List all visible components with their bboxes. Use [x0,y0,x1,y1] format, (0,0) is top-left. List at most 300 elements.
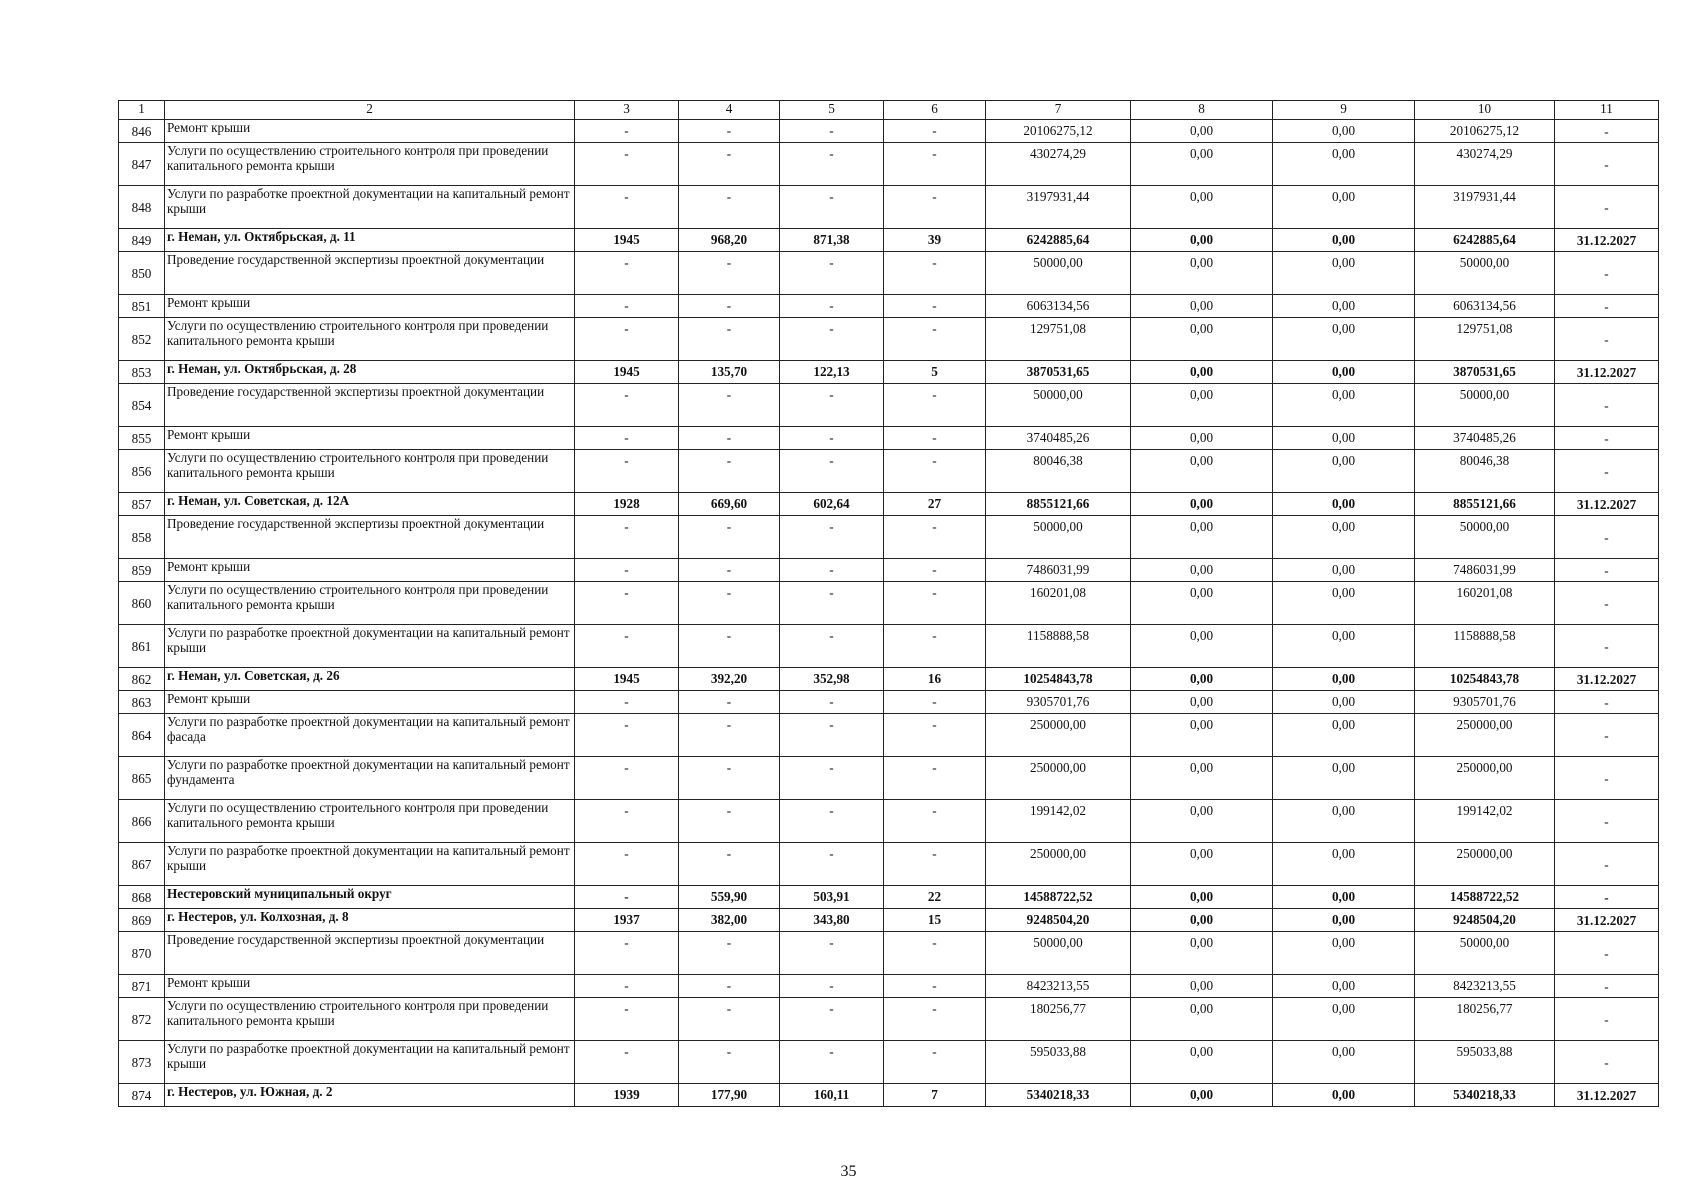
regional-funds-cell: 0,00 [1273,757,1415,800]
total-cost-cell: 250000,00 [986,757,1131,800]
description-cell: Услуги по разработке проектной документации на капитальный ремонт фасада [165,714,575,757]
description-cell: г. Неман, ул. Советская, д. 12А [165,493,575,516]
build-year-cell: 1945 [575,668,679,691]
federal-funds-cell: 0,00 [1131,450,1273,493]
column-number-6: 6 [884,101,986,120]
build-year-cell: - [575,450,679,493]
residents-cell: 7 [884,1084,986,1107]
owner-funds-cell: 180256,77 [1415,998,1555,1041]
total-cost-cell: 50000,00 [986,252,1131,295]
regional-funds-cell: 0,00 [1273,229,1415,252]
total-area-cell: 177,90 [679,1084,780,1107]
row-number-cell: 854 [119,384,165,427]
residents-cell: - [884,932,986,975]
residents-cell: 39 [884,229,986,252]
address-row [119,493,1659,516]
living-area-cell: - [780,427,884,450]
completion-date-cell: - [1555,120,1659,143]
total-area-cell: - [679,843,780,886]
regional-funds-cell: 0,00 [1273,186,1415,229]
living-area-cell: - [780,318,884,361]
regional-funds-cell: 0,00 [1273,559,1415,582]
row-number-cell: 863 [119,691,165,714]
total-cost-cell: 180256,77 [986,998,1131,1041]
owner-funds-cell: 9248504,20 [1415,909,1555,932]
residents-cell: - [884,625,986,668]
federal-funds-cell: 0,00 [1131,668,1273,691]
total-area-cell: 135,70 [679,361,780,384]
column-number-header-row [119,101,1659,120]
description-cell: Услуги по осуществлению строительного контроля при проведении капитального ремонта крыши [165,143,575,186]
owner-funds-cell: 50000,00 [1415,932,1555,975]
row-number-cell: 858 [119,516,165,559]
row-number-cell: 868 [119,886,165,909]
regional-funds-cell: 0,00 [1273,516,1415,559]
description-cell: Услуги по разработке проектной документации на капитальный ремонт крыши [165,843,575,886]
total-cost-cell: 160201,08 [986,582,1131,625]
owner-funds-cell: 14588722,52 [1415,886,1555,909]
living-area-cell: - [780,714,884,757]
completion-date-cell: - [1555,450,1659,493]
living-area-cell: 122,13 [780,361,884,384]
row-number-cell: 874 [119,1084,165,1107]
build-year-cell: 1939 [575,1084,679,1107]
description-cell: Услуги по осуществлению строительного контроля при проведении капитального ремонта крыши [165,582,575,625]
completion-date-cell: 31.12.2027 [1555,229,1659,252]
total-cost-cell: 3870531,65 [986,361,1131,384]
address-row [119,361,1659,384]
regional-funds-cell: 0,00 [1273,493,1415,516]
build-year-cell: - [575,516,679,559]
completion-date-cell: 31.12.2027 [1555,361,1659,384]
federal-funds-cell: 0,00 [1131,295,1273,318]
regional-funds-cell: 0,00 [1273,1084,1415,1107]
build-year-cell: - [575,975,679,998]
completion-date-cell: - [1555,757,1659,800]
owner-funds-cell: 20106275,12 [1415,120,1555,143]
description-cell: Ремонт крыши [165,427,575,450]
total-cost-cell: 250000,00 [986,843,1131,886]
living-area-cell: 602,64 [780,493,884,516]
residents-cell: - [884,975,986,998]
row-number-cell: 856 [119,450,165,493]
total-area-cell: - [679,559,780,582]
description-cell: Проведение государственной экспертизы проектной документации [165,384,575,427]
row-number-cell: 873 [119,1041,165,1084]
regional-funds-cell: 0,00 [1273,975,1415,998]
total-area-cell: - [679,625,780,668]
owner-funds-cell: 199142,02 [1415,800,1555,843]
description-cell: Ремонт крыши [165,295,575,318]
completion-date-cell: 31.12.2027 [1555,1084,1659,1107]
living-area-cell: - [780,450,884,493]
completion-date-cell: - [1555,1041,1659,1084]
total-area-cell: - [679,975,780,998]
address-row [119,1084,1659,1107]
completion-date-cell: - [1555,714,1659,757]
description-cell: Услуги по осуществлению строительного контроля при проведении капитального ремонта крыши [165,318,575,361]
row-number-cell: 869 [119,909,165,932]
federal-funds-cell: 0,00 [1131,975,1273,998]
owner-funds-cell: 595033,88 [1415,1041,1555,1084]
build-year-cell: 1928 [575,493,679,516]
total-cost-cell: 50000,00 [986,516,1131,559]
owner-funds-cell: 10254843,78 [1415,668,1555,691]
regional-funds-cell: 0,00 [1273,625,1415,668]
work-item-row [119,559,1659,582]
total-cost-cell: 3740485,26 [986,427,1131,450]
total-cost-cell: 50000,00 [986,384,1131,427]
page-number: 35 [840,1163,857,1180]
residents-cell: - [884,714,986,757]
total-cost-cell: 14588722,52 [986,886,1131,909]
row-number-cell: 851 [119,295,165,318]
regional-funds-cell: 0,00 [1273,1041,1415,1084]
completion-date-cell: - [1555,975,1659,998]
total-area-cell: - [679,252,780,295]
regional-funds-cell: 0,00 [1273,714,1415,757]
living-area-cell: 343,80 [780,909,884,932]
column-number-1: 1 [119,101,165,120]
description-cell: Услуги по осуществлению строительного контроля при проведении капитального ремонта крыши [165,800,575,843]
completion-date-cell: - [1555,625,1659,668]
total-cost-cell: 595033,88 [986,1041,1131,1084]
row-number-cell: 857 [119,493,165,516]
regional-funds-cell: 0,00 [1273,120,1415,143]
federal-funds-cell: 0,00 [1131,559,1273,582]
row-number-cell: 867 [119,843,165,886]
federal-funds-cell: 0,00 [1131,998,1273,1041]
owner-funds-cell: 250000,00 [1415,757,1555,800]
completion-date-cell: 31.12.2027 [1555,668,1659,691]
federal-funds-cell: 0,00 [1131,714,1273,757]
description-cell: Услуги по осуществлению строительного контроля при проведении капитального ремонта крыши [165,998,575,1041]
column-number-2: 2 [165,101,575,120]
living-area-cell: - [780,932,884,975]
row-number-cell: 855 [119,427,165,450]
description-cell: г. Нестеров, ул. Южная, д. 2 [165,1084,575,1107]
total-cost-cell: 50000,00 [986,932,1131,975]
residents-cell: 27 [884,493,986,516]
residents-cell: - [884,516,986,559]
living-area-cell: - [780,1041,884,1084]
owner-funds-cell: 250000,00 [1415,714,1555,757]
regional-funds-cell: 0,00 [1273,252,1415,295]
work-item-row [119,1041,1659,1084]
owner-funds-cell: 50000,00 [1415,252,1555,295]
regional-funds-cell: 0,00 [1273,143,1415,186]
total-area-cell: - [679,143,780,186]
row-number-cell: 865 [119,757,165,800]
regional-funds-cell: 0,00 [1273,800,1415,843]
row-number-cell: 866 [119,800,165,843]
regional-funds-cell: 0,00 [1273,427,1415,450]
living-area-cell: - [780,120,884,143]
living-area-cell: - [780,384,884,427]
regional-funds-cell: 0,00 [1273,384,1415,427]
completion-date-cell: - [1555,800,1659,843]
column-number-8: 8 [1131,101,1273,120]
total-cost-cell: 7486031,99 [986,559,1131,582]
address-row [119,229,1659,252]
build-year-cell: - [575,932,679,975]
description-cell: Проведение государственной экспертизы проектной документации [165,932,575,975]
completion-date-cell: - [1555,143,1659,186]
column-number-11: 11 [1555,101,1659,120]
build-year-cell: - [575,998,679,1041]
completion-date-cell: - [1555,843,1659,886]
owner-funds-cell: 7486031,99 [1415,559,1555,582]
federal-funds-cell: 0,00 [1131,229,1273,252]
living-area-cell: - [780,757,884,800]
row-number-cell: 861 [119,625,165,668]
residents-cell: - [884,450,986,493]
total-area-cell: - [679,295,780,318]
total-area-cell: - [679,800,780,843]
living-area-cell: - [780,186,884,229]
residents-cell: - [884,384,986,427]
residents-cell: - [884,186,986,229]
description-cell: Услуги по разработке проектной документации на капитальный ремонт крыши [165,625,575,668]
residents-cell: - [884,427,986,450]
description-cell: г. Неман, ул. Октябрьская, д. 28 [165,361,575,384]
federal-funds-cell: 0,00 [1131,909,1273,932]
completion-date-cell: - [1555,516,1659,559]
owner-funds-cell: 6063134,56 [1415,295,1555,318]
row-number-cell: 872 [119,998,165,1041]
total-area-cell: - [679,582,780,625]
work-item-row [119,975,1659,998]
build-year-cell: - [575,625,679,668]
federal-funds-cell: 0,00 [1131,1084,1273,1107]
owner-funds-cell: 80046,38 [1415,450,1555,493]
repair-program-table [118,100,1659,1107]
living-area-cell: - [780,252,884,295]
total-area-cell: - [679,186,780,229]
build-year-cell: - [575,714,679,757]
owner-funds-cell: 50000,00 [1415,516,1555,559]
residents-cell: 15 [884,909,986,932]
total-area-cell: - [679,516,780,559]
residents-cell: - [884,843,986,886]
owner-funds-cell: 3870531,65 [1415,361,1555,384]
build-year-cell: - [575,886,679,909]
completion-date-cell: - [1555,691,1659,714]
owner-funds-cell: 9305701,76 [1415,691,1555,714]
total-area-cell: - [679,757,780,800]
row-number-cell: 849 [119,229,165,252]
column-number-7: 7 [986,101,1131,120]
column-number-10: 10 [1415,101,1555,120]
work-item-row [119,295,1659,318]
regional-funds-cell: 0,00 [1273,668,1415,691]
total-area-cell: - [679,998,780,1041]
description-cell: г. Неман, ул. Октябрьская, д. 11 [165,229,575,252]
living-area-cell: - [780,691,884,714]
work-item-row [119,691,1659,714]
row-number-cell: 870 [119,932,165,975]
owner-funds-cell: 1158888,58 [1415,625,1555,668]
federal-funds-cell: 0,00 [1131,427,1273,450]
completion-date-cell: 31.12.2027 [1555,909,1659,932]
living-area-cell: 352,98 [780,668,884,691]
completion-date-cell: 31.12.2027 [1555,493,1659,516]
completion-date-cell: - [1555,295,1659,318]
federal-funds-cell: 0,00 [1131,384,1273,427]
row-number-cell: 848 [119,186,165,229]
build-year-cell: - [575,691,679,714]
federal-funds-cell: 0,00 [1131,120,1273,143]
completion-date-cell: - [1555,318,1659,361]
total-area-cell: - [679,318,780,361]
row-number-cell: 852 [119,318,165,361]
total-area-cell: - [679,450,780,493]
description-cell: Ремонт крыши [165,691,575,714]
completion-date-cell: - [1555,186,1659,229]
federal-funds-cell: 0,00 [1131,143,1273,186]
total-area-cell: - [679,932,780,975]
total-area-cell: 392,20 [679,668,780,691]
living-area-cell: - [780,843,884,886]
regional-funds-cell: 0,00 [1273,932,1415,975]
table-body [119,101,1659,1107]
total-cost-cell: 6063134,56 [986,295,1131,318]
residents-cell: - [884,252,986,295]
work-item-row [119,757,1659,800]
build-year-cell: - [575,427,679,450]
residents-cell: - [884,143,986,186]
total-area-cell: - [679,1041,780,1084]
living-area-cell: - [780,975,884,998]
address-row [119,909,1659,932]
total-area-cell: 559,90 [679,886,780,909]
work-item-row [119,800,1659,843]
living-area-cell: 160,11 [780,1084,884,1107]
build-year-cell: 1945 [575,229,679,252]
regional-funds-cell: 0,00 [1273,318,1415,361]
column-number-5: 5 [780,101,884,120]
column-number-4: 4 [679,101,780,120]
description-cell: Нестеровский муниципальный округ [165,886,575,909]
owner-funds-cell: 8855121,66 [1415,493,1555,516]
build-year-cell: - [575,1041,679,1084]
build-year-cell: - [575,143,679,186]
description-cell: Услуги по разработке проектной документации на капитальный ремонт фундамента [165,757,575,800]
living-area-cell: - [780,559,884,582]
description-cell: Услуги по осуществлению строительного контроля при проведении капитального ремонта крыши [165,450,575,493]
total-area-cell: - [679,120,780,143]
total-area-cell: - [679,714,780,757]
row-number-cell: 859 [119,559,165,582]
federal-funds-cell: 0,00 [1131,516,1273,559]
build-year-cell: - [575,757,679,800]
residents-cell: - [884,800,986,843]
description-cell: Ремонт крыши [165,559,575,582]
row-number-cell: 862 [119,668,165,691]
total-cost-cell: 1158888,58 [986,625,1131,668]
living-area-cell: - [780,516,884,559]
total-cost-cell: 129751,08 [986,318,1131,361]
regional-funds-cell: 0,00 [1273,295,1415,318]
build-year-cell: - [575,252,679,295]
federal-funds-cell: 0,00 [1131,757,1273,800]
total-cost-cell: 20106275,12 [986,120,1131,143]
total-cost-cell: 10254843,78 [986,668,1131,691]
residents-cell: - [884,559,986,582]
completion-date-cell: - [1555,384,1659,427]
build-year-cell: - [575,186,679,229]
work-item-row [119,516,1659,559]
residents-cell: - [884,120,986,143]
work-item-row [119,427,1659,450]
build-year-cell: 1937 [575,909,679,932]
regional-funds-cell: 0,00 [1273,998,1415,1041]
description-cell: Услуги по разработке проектной документации на капитальный ремонт крыши [165,186,575,229]
total-cost-cell: 8423213,55 [986,975,1131,998]
work-item-row [119,143,1659,186]
owner-funds-cell: 3197931,44 [1415,186,1555,229]
completion-date-cell: - [1555,886,1659,909]
description-cell: г. Нестеров, ул. Колхозная, д. 8 [165,909,575,932]
build-year-cell: - [575,120,679,143]
regional-funds-cell: 0,00 [1273,582,1415,625]
regional-funds-cell: 0,00 [1273,843,1415,886]
regional-funds-cell: 0,00 [1273,886,1415,909]
owner-funds-cell: 430274,29 [1415,143,1555,186]
total-cost-cell: 430274,29 [986,143,1131,186]
work-item-row [119,384,1659,427]
work-item-row [119,714,1659,757]
work-item-row [119,450,1659,493]
completion-date-cell: - [1555,932,1659,975]
work-item-row [119,843,1659,886]
total-area-cell: - [679,384,780,427]
build-year-cell: - [575,559,679,582]
description-cell: Проведение государственной экспертизы проектной документации [165,516,575,559]
description-cell: Ремонт крыши [165,120,575,143]
owner-funds-cell: 160201,08 [1415,582,1555,625]
living-area-cell: - [780,582,884,625]
row-number-cell: 847 [119,143,165,186]
completion-date-cell: - [1555,582,1659,625]
regional-funds-cell: 0,00 [1273,909,1415,932]
row-number-cell: 846 [119,120,165,143]
living-area-cell: - [780,800,884,843]
owner-funds-cell: 129751,08 [1415,318,1555,361]
work-item-row [119,252,1659,295]
build-year-cell: 1945 [575,361,679,384]
total-cost-cell: 6242885,64 [986,229,1131,252]
living-area-cell: 871,38 [780,229,884,252]
address-row [119,668,1659,691]
federal-funds-cell: 0,00 [1131,252,1273,295]
build-year-cell: - [575,843,679,886]
row-number-cell: 871 [119,975,165,998]
address-row [119,886,1659,909]
federal-funds-cell: 0,00 [1131,932,1273,975]
residents-cell: - [884,757,986,800]
row-number-cell: 850 [119,252,165,295]
living-area-cell: 503,91 [780,886,884,909]
total-area-cell: 382,00 [679,909,780,932]
work-item-row [119,932,1659,975]
federal-funds-cell: 0,00 [1131,1041,1273,1084]
owner-funds-cell: 50000,00 [1415,384,1555,427]
work-item-row [119,998,1659,1041]
federal-funds-cell: 0,00 [1131,800,1273,843]
build-year-cell: - [575,295,679,318]
federal-funds-cell: 0,00 [1131,691,1273,714]
